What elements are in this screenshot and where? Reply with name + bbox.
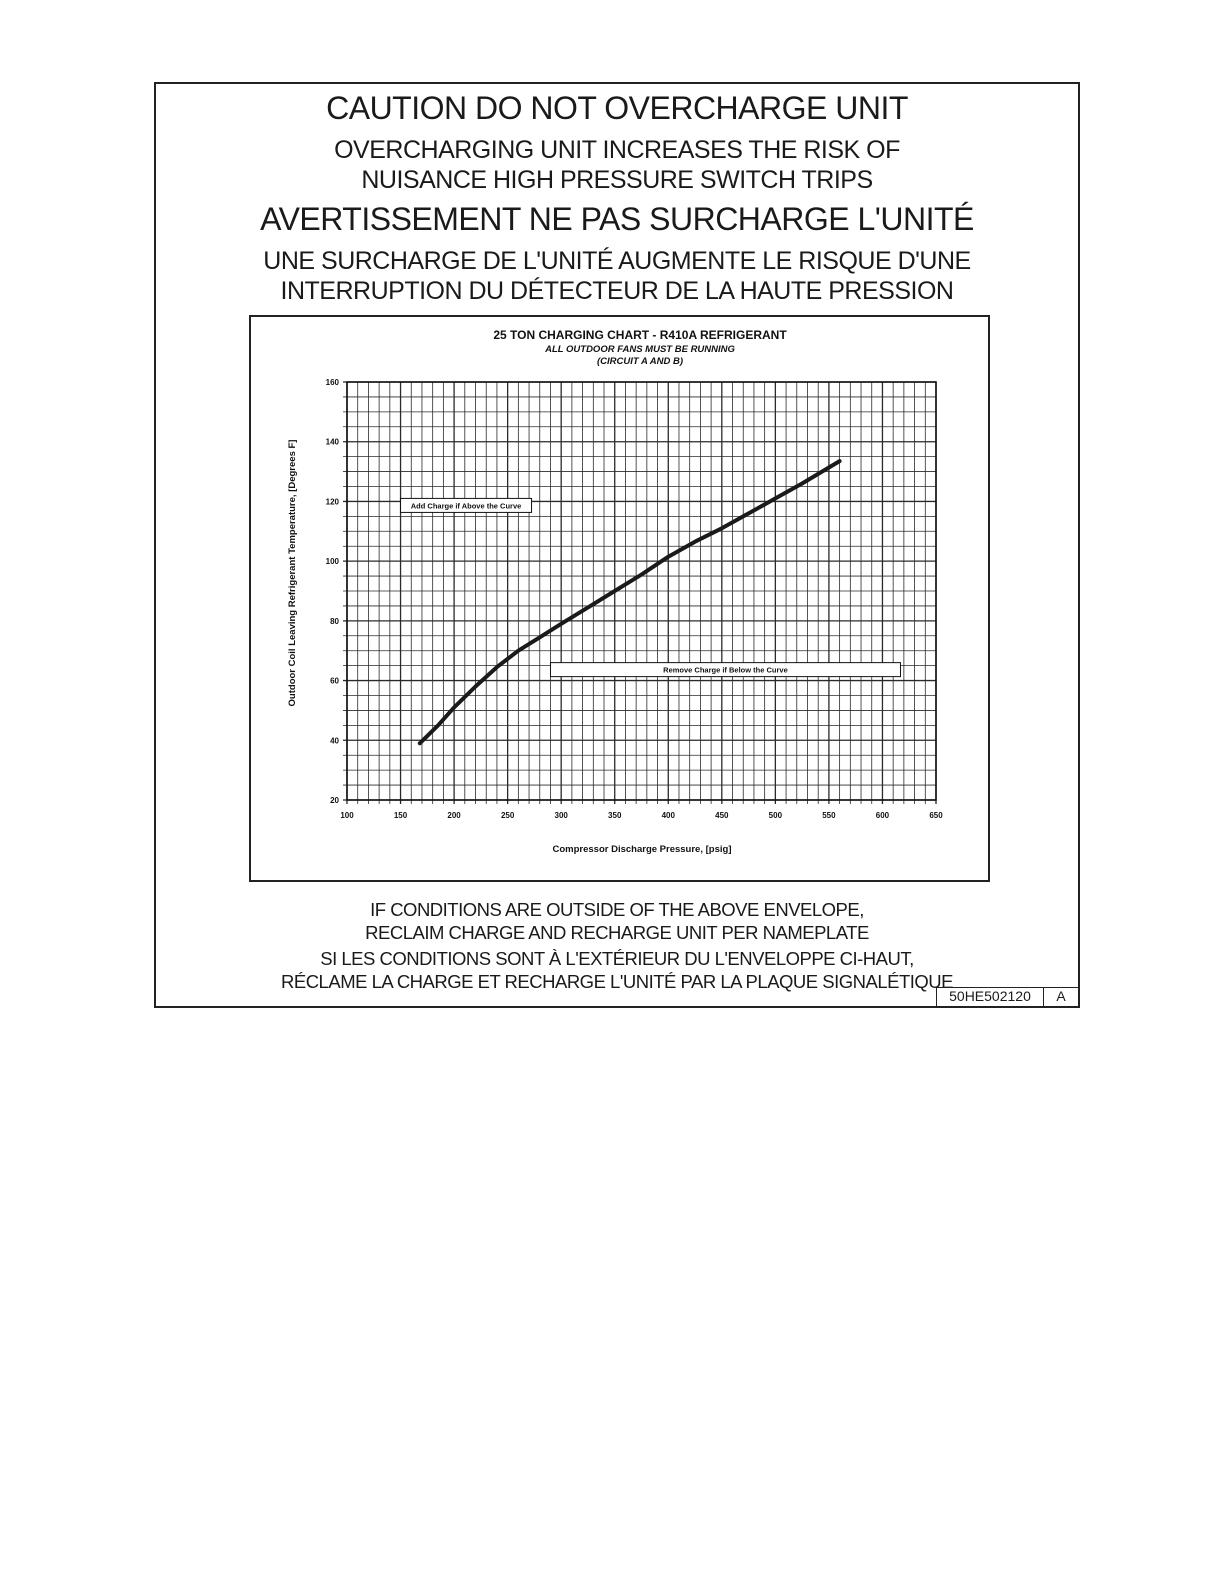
label-frame bbox=[154, 82, 1080, 1008]
document-revision: A bbox=[1056, 988, 1066, 1004]
x-tick-label: 600 bbox=[875, 811, 890, 820]
caution-line-1: OVERCHARGING UNIT INCREASES THE RISK OF bbox=[334, 136, 900, 164]
y-tick-label: 20 bbox=[330, 796, 339, 805]
annotation-remove-charge bbox=[550, 663, 900, 677]
x-tick-label: 250 bbox=[500, 811, 515, 820]
x-tick-label: 500 bbox=[768, 811, 783, 820]
document-number: 50HE502120 bbox=[937, 988, 1044, 1006]
x-tick-label: 350 bbox=[608, 811, 622, 820]
y-tick-label: 60 bbox=[330, 676, 339, 686]
footer-line-2: RECLAIM CHARGE AND RECHARGE UNIT PER NAMEPLATE bbox=[365, 922, 869, 943]
footer-line-1: IF CONDITIONS ARE OUTSIDE OF THE ABOVE ENVELOPE, bbox=[370, 899, 864, 920]
x-tick-label: 300 bbox=[554, 811, 568, 820]
footer-line-2-fr: RÉCLAME LA CHARGE ET RECHARGE L'UNITÉ PAR LA PLAQUE SIGNALÉTIQUE bbox=[281, 971, 953, 992]
caution-line-2: NUISANCE HIGH PRESSURE SWITCH TRIPS bbox=[361, 166, 873, 194]
x-tick-label: 400 bbox=[661, 811, 675, 820]
chart-subtitle-2: (CIRCUIT A AND B) bbox=[596, 356, 684, 367]
y-tick-label: 100 bbox=[325, 557, 339, 567]
warning-line-1-fr: UNE SURCHARGE DE L'UNITÉ AUGMENTE LE RISQUE D'UNE bbox=[263, 247, 971, 275]
x-tick-label: 550 bbox=[822, 811, 836, 820]
chart-frame bbox=[249, 315, 990, 882]
chart-subtitle-1: ALL OUTDOOR FANS MUST BE RUNNING bbox=[545, 344, 735, 355]
x-axis-label: Compressor Discharge Pressure, [psig] bbox=[552, 844, 732, 855]
x-tick-label: 650 bbox=[929, 811, 943, 820]
document-id-box bbox=[936, 987, 1078, 1006]
warning-title-fr: AVERTISSEMENT NE PAS SURCHARGE L'UNITÉ bbox=[260, 201, 974, 237]
y-tick-label: 80 bbox=[330, 616, 339, 626]
charging-chart bbox=[251, 317, 988, 880]
y-tick-label: 140 bbox=[325, 437, 339, 447]
chart-grid bbox=[343, 382, 936, 804]
chart-title: 25 TON CHARGING CHART - R410A REFRIGERANT bbox=[493, 328, 787, 342]
y-tick-label: 160 bbox=[325, 378, 339, 387]
x-tick-label: 150 bbox=[393, 811, 408, 820]
x-tick-label: 450 bbox=[715, 811, 729, 820]
y-tick-label: 120 bbox=[325, 497, 339, 507]
annotation-text: Add Charge if Above the Curve bbox=[410, 501, 522, 511]
x-tick-label: 200 bbox=[447, 811, 461, 820]
annotation-text: Remove Charge if Below the Curve bbox=[663, 665, 788, 675]
y-tick-label: 40 bbox=[330, 736, 339, 746]
caution-title: CAUTION DO NOT OVERCHARGE UNIT bbox=[326, 90, 908, 126]
x-tick-label: 100 bbox=[340, 811, 354, 820]
y-axis-label: Outdoor Coil Leaving Refrigerant Temperature, [Degrees F] bbox=[287, 439, 298, 707]
warning-line-2-fr: INTERRUPTION DU DÉTECTEUR DE LA HAUTE PRESSION bbox=[280, 277, 954, 305]
footer-line-1-fr: SI LES CONDITIONS SONT À L'EXTÉRIEUR DU L'ENVELOPPE CI-HAUT, bbox=[320, 948, 914, 969]
annotation-add-charge bbox=[401, 498, 532, 512]
